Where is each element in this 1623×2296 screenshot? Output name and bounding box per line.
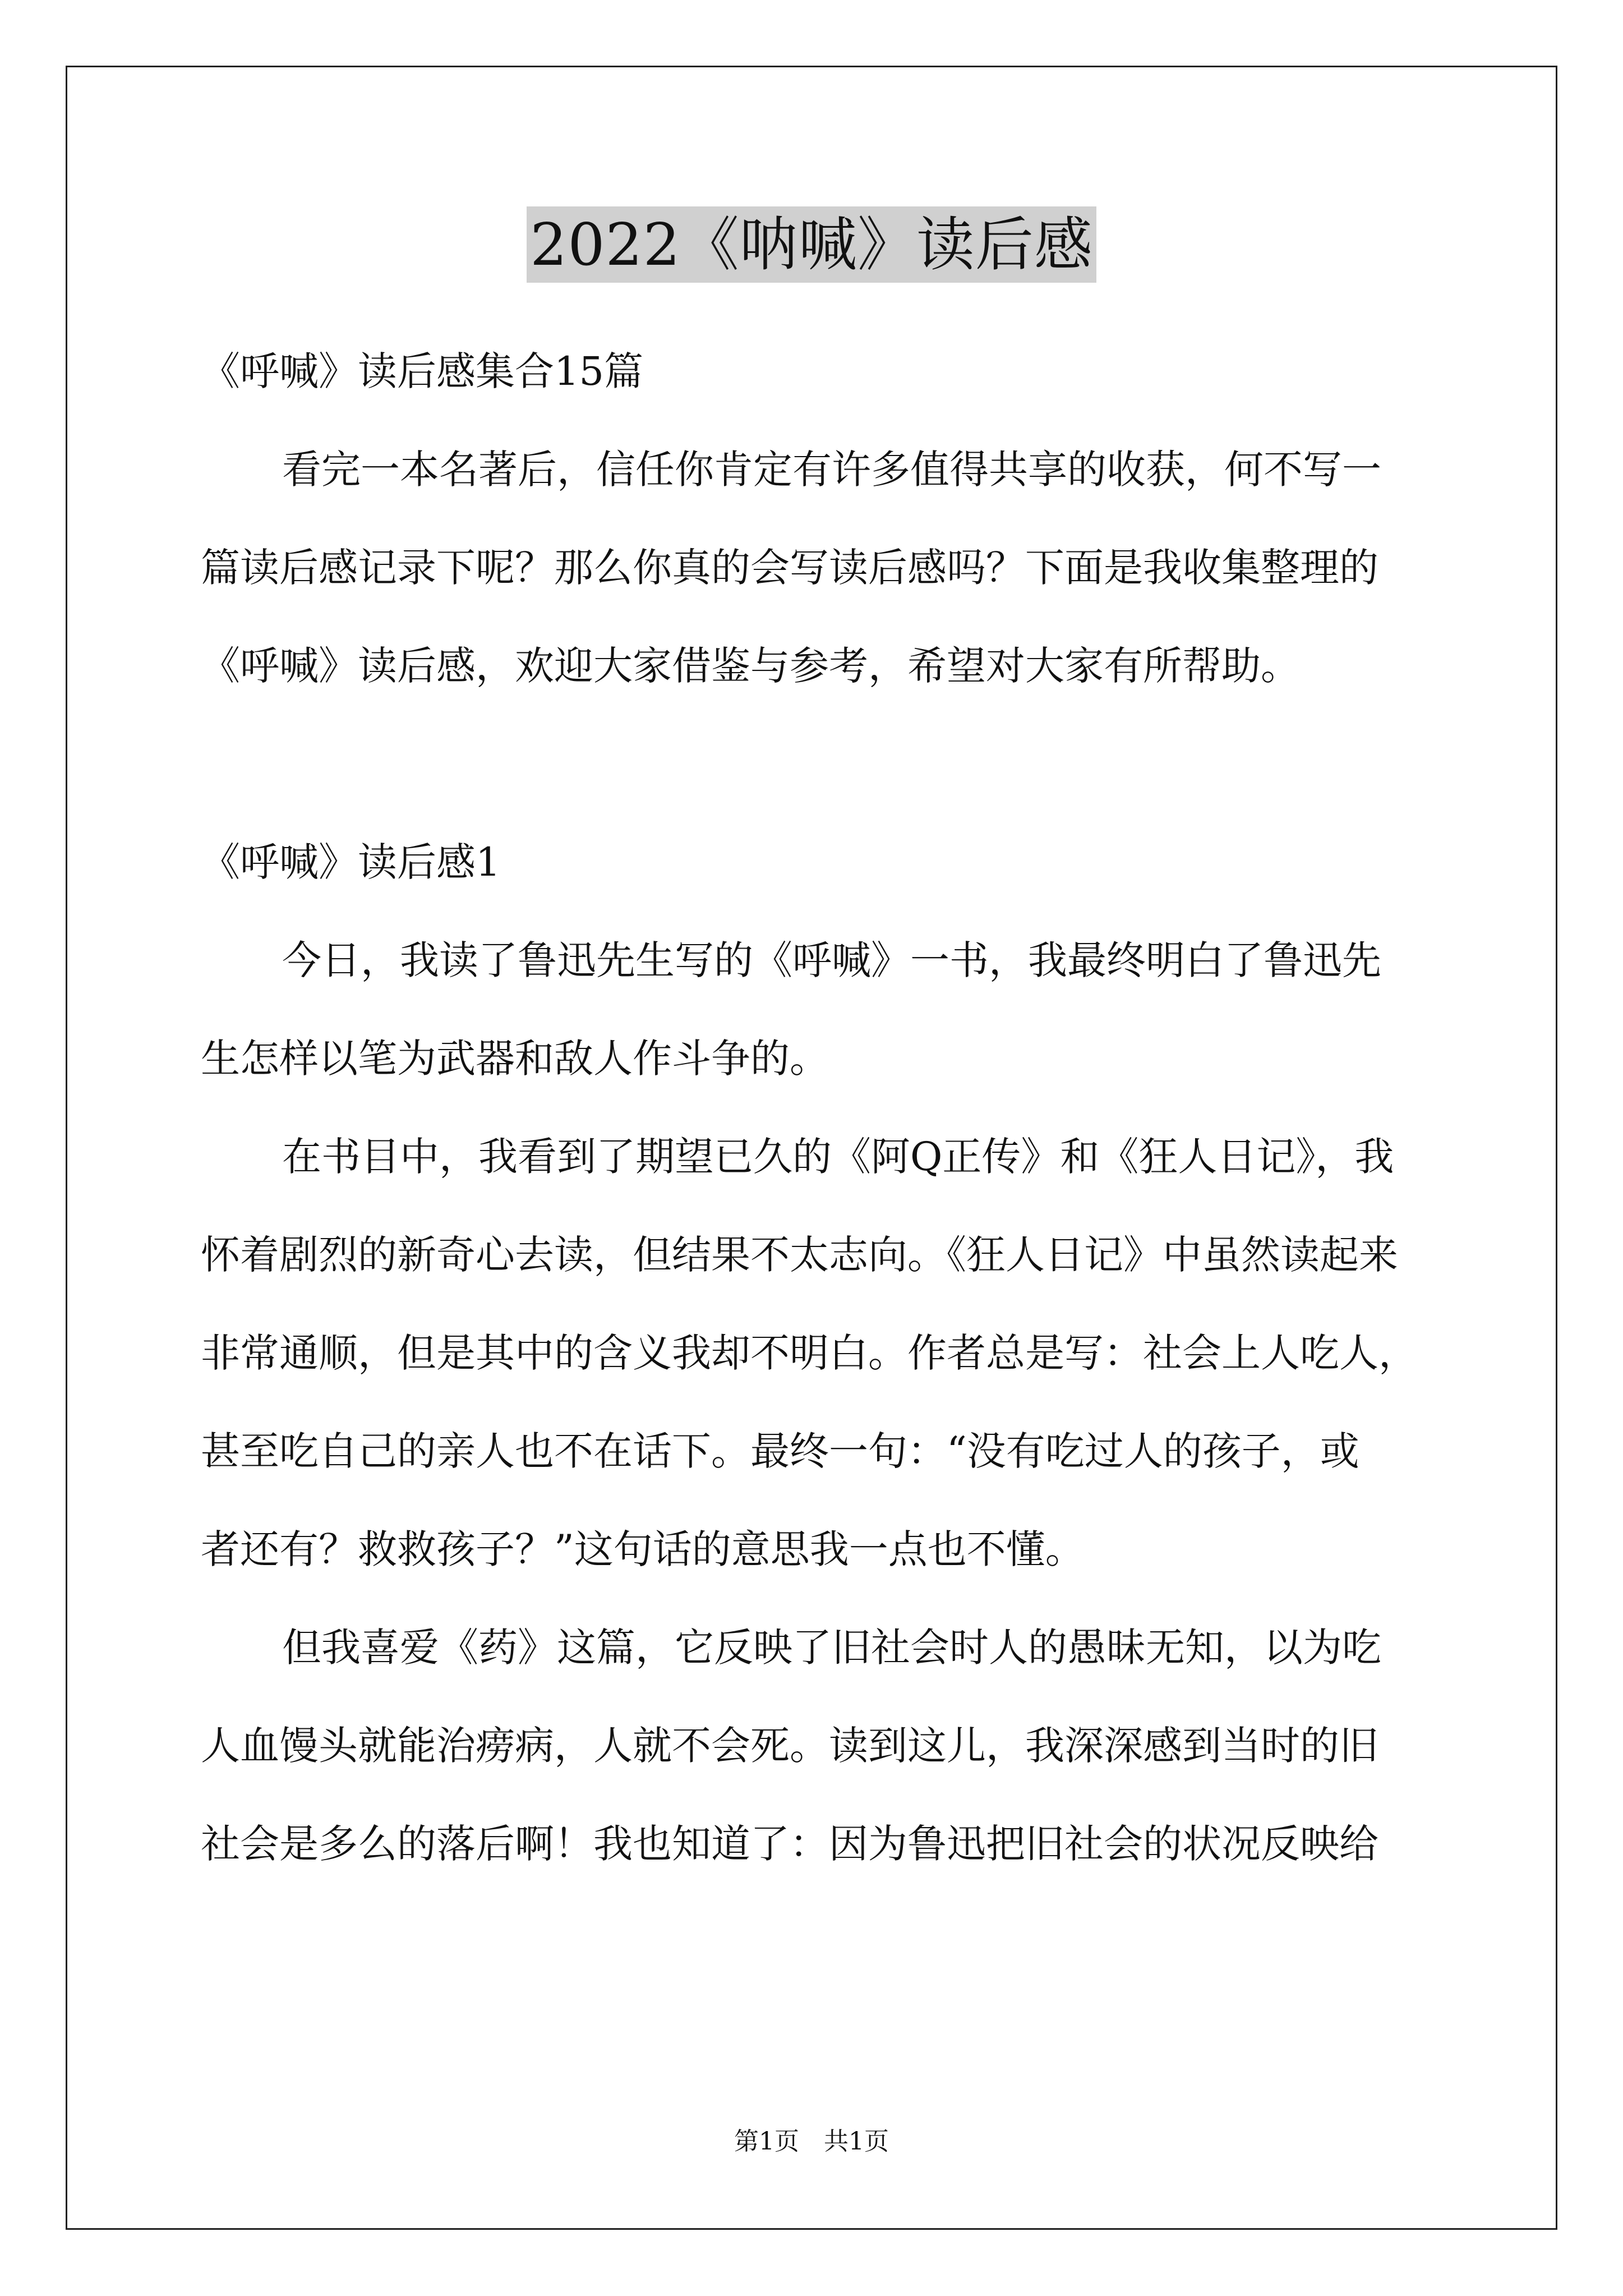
paragraph-line: 甚至吃自己的亲人也不在话下。最终一句：“没有吃过人的孩子，或 xyxy=(201,1428,1359,1474)
paragraph-line: 《呼喊》读后感，欢迎大家借鉴与参考，希望对大家有所帮助。 xyxy=(201,643,1300,689)
paragraph-line: 人血馒头就能治痨病，人就不会死。读到这儿，我深深感到当时的旧 xyxy=(201,1723,1378,1769)
paragraph-line: 社会是多么的落后啊！我也知道了：因为鲁迅把旧社会的状况反映给 xyxy=(201,1821,1378,1867)
document-title: 2022《呐喊》读后感 xyxy=(527,206,1096,283)
paragraph-line: 今日，我读了鲁迅先生写的《呼喊》一书，我最终明白了鲁迅先 xyxy=(282,937,1381,983)
paragraph-line: 在书目中，我看到了期望已久的《阿Q正传》和《狂人日记》，我 xyxy=(282,1134,1394,1180)
paragraph-line: 篇读后感记录下呢？那么你真的会写读后感吗？下面是我收集整理的 xyxy=(201,545,1378,591)
paragraph-line: 但我喜爱《药》这篇，它反映了旧社会时人的愚昧无知，以为吃 xyxy=(282,1625,1381,1671)
section-heading: 《呼喊》读后感1 xyxy=(201,839,501,885)
paragraph-line: 非常通顺，但是其中的含义我却不明白。作者总是写：社会上人吃人， xyxy=(201,1330,1418,1376)
page-footer: 第1页 共1页 xyxy=(734,2127,889,2156)
paragraph-line: 怀着剧烈的新奇心去读，但结果不太志向。《狂人日记》中虽然读起来 xyxy=(201,1232,1398,1278)
blank-line xyxy=(201,715,1428,813)
paragraph-line: 生怎样以笔为武器和敌人作斗争的。 xyxy=(201,1036,829,1082)
line-subtitle: 《呼喊》读后感集合15篇 xyxy=(201,348,644,394)
document-body xyxy=(201,323,1428,1893)
paragraph-line: 看完一本名著后，信任你肯定有许多值得共享的收获，何不写一 xyxy=(282,447,1381,493)
title-container xyxy=(0,206,1623,283)
paragraph-line: 者还有？救救孩子？”这句话的意思我一点也不懂。 xyxy=(201,1526,1085,1572)
